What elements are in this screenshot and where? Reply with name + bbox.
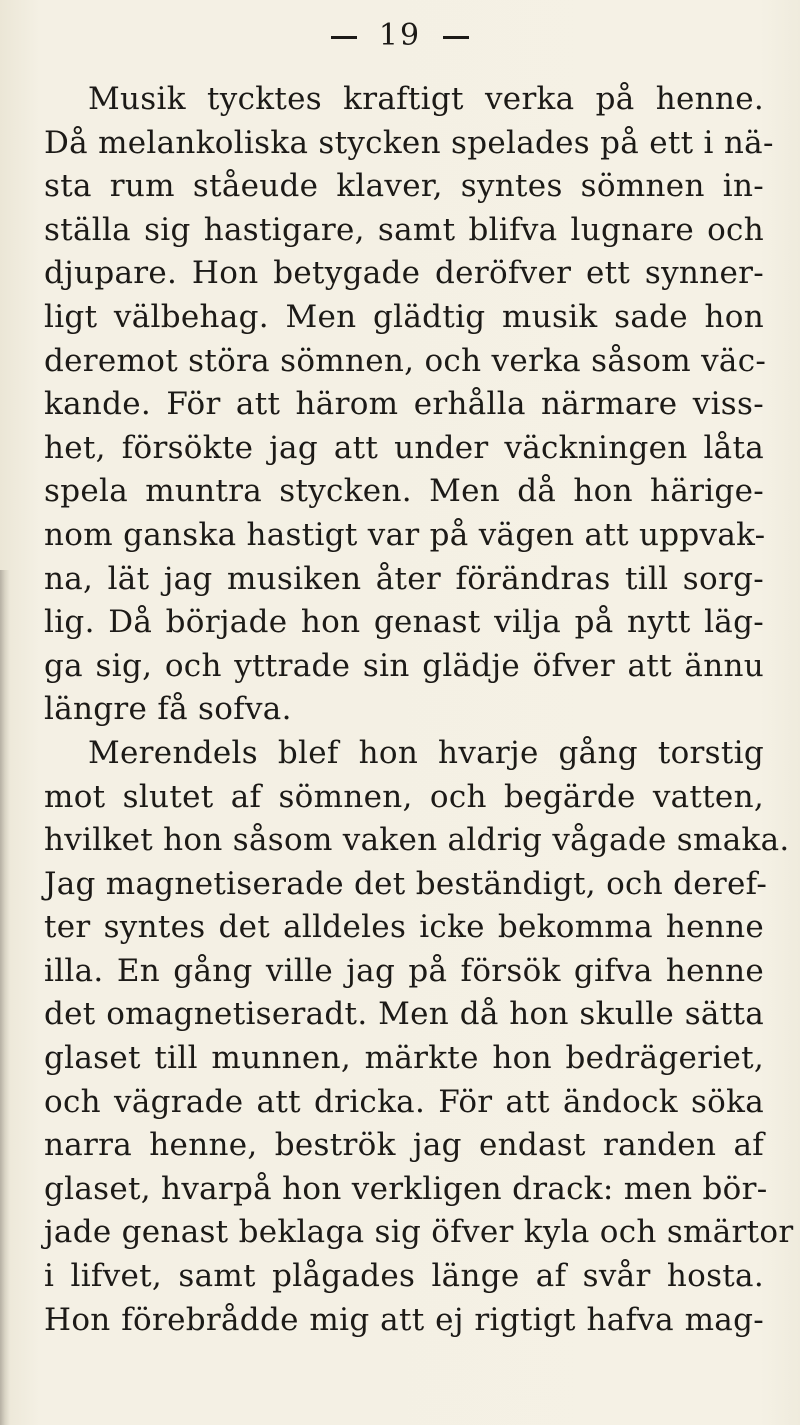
text-line: sta rum ståeude klaver, syntes sömnen in- (44, 168, 764, 205)
text-line: na, lät jag musiken åter förändras till sorg- (44, 560, 764, 597)
text-line: Då melankoliska stycken spelades på ett i nä- (44, 124, 774, 161)
paragraph-2 (44, 732, 794, 1342)
text-line: ga sig, och yttrade sin glädje öfver att ännu (44, 647, 764, 684)
text-line: illa. En gång ville jag på försök gifva henne (44, 952, 764, 989)
text-line: deremot störa sömnen, och verka såsom väc- (44, 342, 767, 379)
text-line: narra henne, beströk jag endast randen af (44, 1127, 764, 1164)
text-line: mot slutet af sömnen, och begärde vatten, (44, 778, 764, 815)
text-line: hvilket hon såsom vaken aldrig vågade smaka. (44, 822, 790, 859)
text-line: och vägrade att dricka. För att ändock söka (44, 1083, 764, 1120)
paragraph-1 (44, 78, 774, 732)
text-line: glaset, hvarpå hon verkligen drack: men bör- (44, 1170, 768, 1207)
text-line: Hon förebrådde mig att ej rigtigt hafva mag- (44, 1301, 764, 1338)
text-line: Merendels blef hon hvarje gång torstig (88, 734, 764, 771)
binding-gutter-shadow (0, 570, 10, 1425)
text-line: Musik tycktes kraftigt verka på henne. (88, 81, 764, 117)
text-line: nom ganska hastigt var på vägen att uppvak- (44, 516, 766, 553)
text-line: det omagnetiseradt. Men då hon skulle sätta (44, 996, 764, 1033)
text-line: jade genast beklaga sig öfver kyla och smärtor (44, 1214, 794, 1251)
header-dash-left (331, 36, 357, 39)
text-line: lig. Då började hon genast vilja på nytt läg- (44, 604, 764, 641)
text-line: i lifvet, samt plågades länge af svår hosta. (44, 1258, 764, 1295)
text-line: längre få sofva. (44, 691, 292, 728)
text-line: ligt välbehag. Men glädtig musik sade hon (44, 298, 764, 335)
text-line: ställa sig hastigare, samt blifva lugnare och (44, 211, 764, 248)
text-line: Jag magnetiserade det beständigt, och deref- (44, 865, 768, 902)
text-line: spela muntra stycken. Men då hon härige- (44, 473, 764, 510)
header-dash-right (443, 36, 469, 39)
text-line: kande. För att härom erhålla närmare viss- (44, 386, 764, 423)
text-line: glaset till munnen, märkte hon bedrägeriet, (44, 1040, 764, 1077)
page-header (0, 18, 800, 53)
text-line: djupare. Hon betygade deröfver ett synner- (44, 255, 764, 292)
text-line: ter syntes det alldeles icke bekomma henne (44, 909, 764, 946)
text-line: het, försökte jag att under väckningen låta (44, 429, 764, 466)
page-number: 19 (378, 18, 422, 53)
body-text (44, 78, 794, 1342)
